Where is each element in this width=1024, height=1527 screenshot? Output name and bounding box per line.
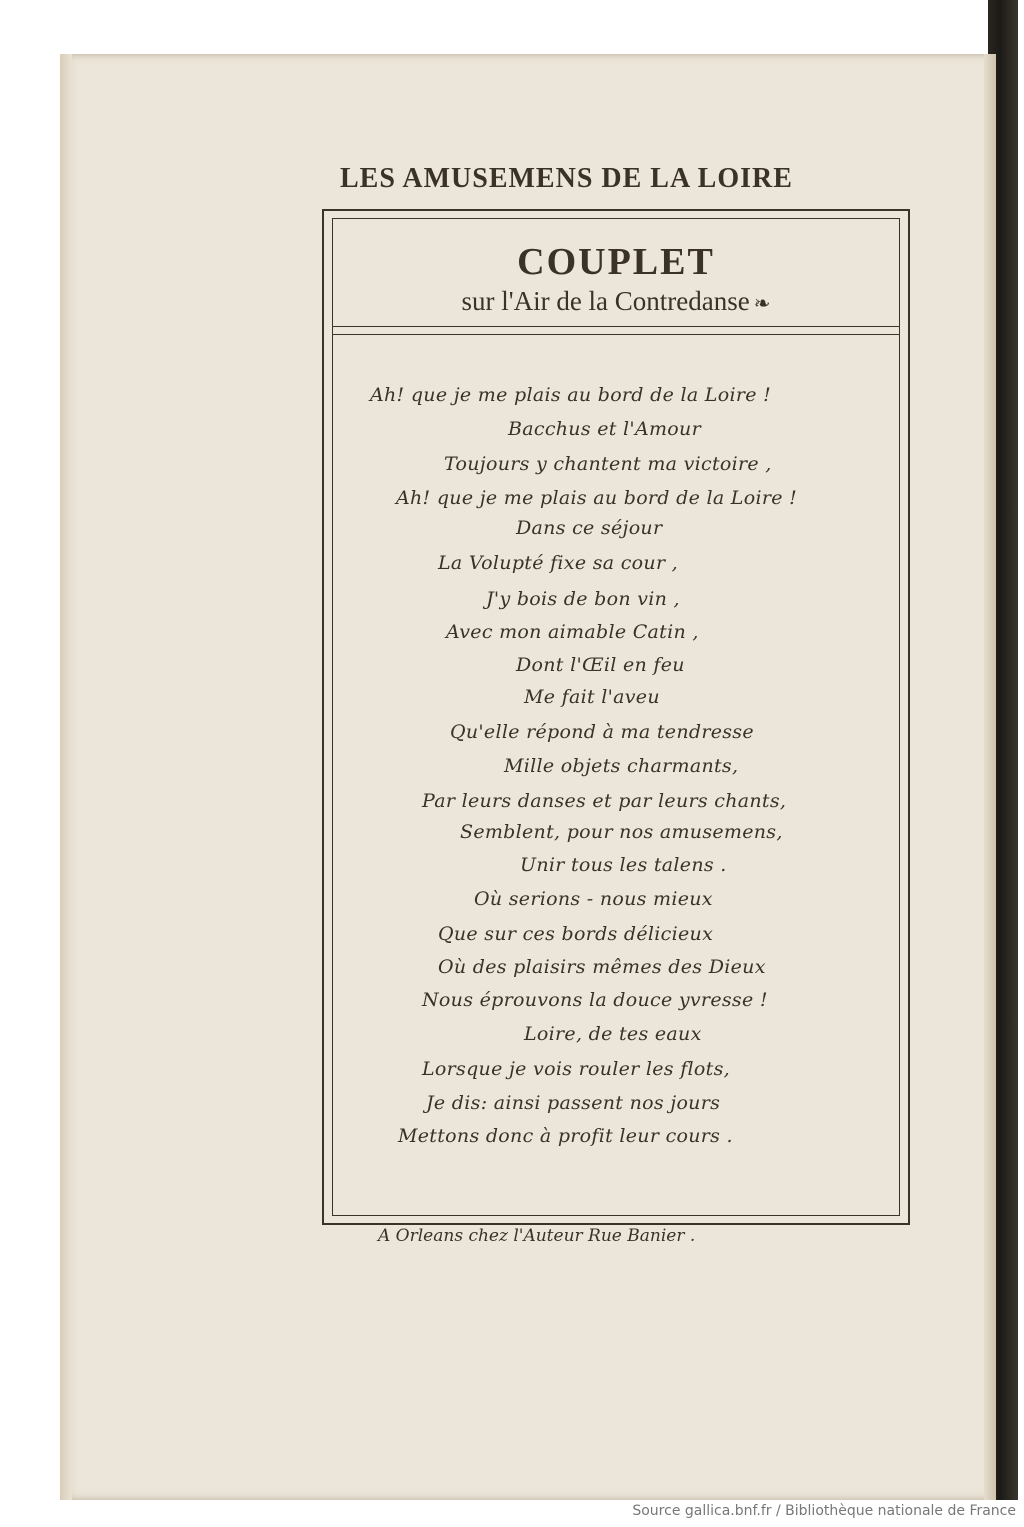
page-left-edge	[60, 54, 72, 1500]
couplet-subtitle: sur l'Air de la Contredanse	[461, 286, 750, 316]
verse-line: Je dis: ainsi passent nos jours	[426, 1092, 721, 1114]
verse-line: Nous éprouvons la douce yvresse !	[422, 989, 768, 1011]
verse-line: Lorsque je vois rouler les flots,	[422, 1058, 730, 1080]
verse-line: Qu'elle répond à ma tendresse	[450, 721, 754, 743]
verse-line: Mille objets charmants,	[504, 755, 739, 777]
verse-line: Où serions - nous mieux	[474, 888, 713, 910]
title-divider-second	[332, 334, 900, 335]
verse-line: Mettons donc à profit leur cours .	[398, 1125, 733, 1147]
verse-line: Semblent, pour nos amusemens,	[460, 821, 783, 843]
verse-line: J'y bois de bon vin ,	[486, 588, 680, 610]
verse-line: Où des plaisirs mêmes des Dieux	[438, 956, 766, 978]
verse-line: Ah! que je me plais au bord de la Loire !	[370, 384, 772, 406]
page-right-edge	[984, 54, 996, 1500]
verse-line: Loire, de tes eaux	[524, 1023, 702, 1045]
verse-line: Par leurs danses et par leurs chants,	[422, 790, 787, 812]
verse-line: Dans ce séjour	[516, 517, 663, 539]
title-divider	[332, 326, 900, 327]
verse-line: Bacchus et l'Amour	[508, 418, 701, 440]
verse-line: Dont l'Œil en feu	[516, 654, 685, 676]
imprint: A Orleans chez l'Auteur Rue Banier .	[378, 1226, 696, 1246]
verse-line: Me fait l'aveu	[524, 686, 660, 708]
running-header: LES AMUSEMENS DE LA LOIRE	[340, 163, 793, 194]
verse-line: Avec mon aimable Catin ,	[446, 621, 699, 643]
source-credit: Source gallica.bnf.fr / Bibliothèque nationale de France	[632, 1503, 1016, 1519]
verse-line: Ah! que je me plais au bord de la Loire !	[396, 487, 798, 509]
verse-line: Toujours y chantent ma victoire ,	[444, 453, 772, 475]
couplet-title: COUPLET	[517, 241, 715, 283]
verse-line: Que sur ces bords délicieux	[438, 923, 714, 945]
verse-line: Unir tous les talens .	[520, 854, 727, 876]
couplet-subtitle-block	[332, 283, 900, 322]
verse-line: La Volupté fixe sa cour ,	[438, 552, 678, 574]
flourish-icon: ❧	[753, 293, 771, 315]
